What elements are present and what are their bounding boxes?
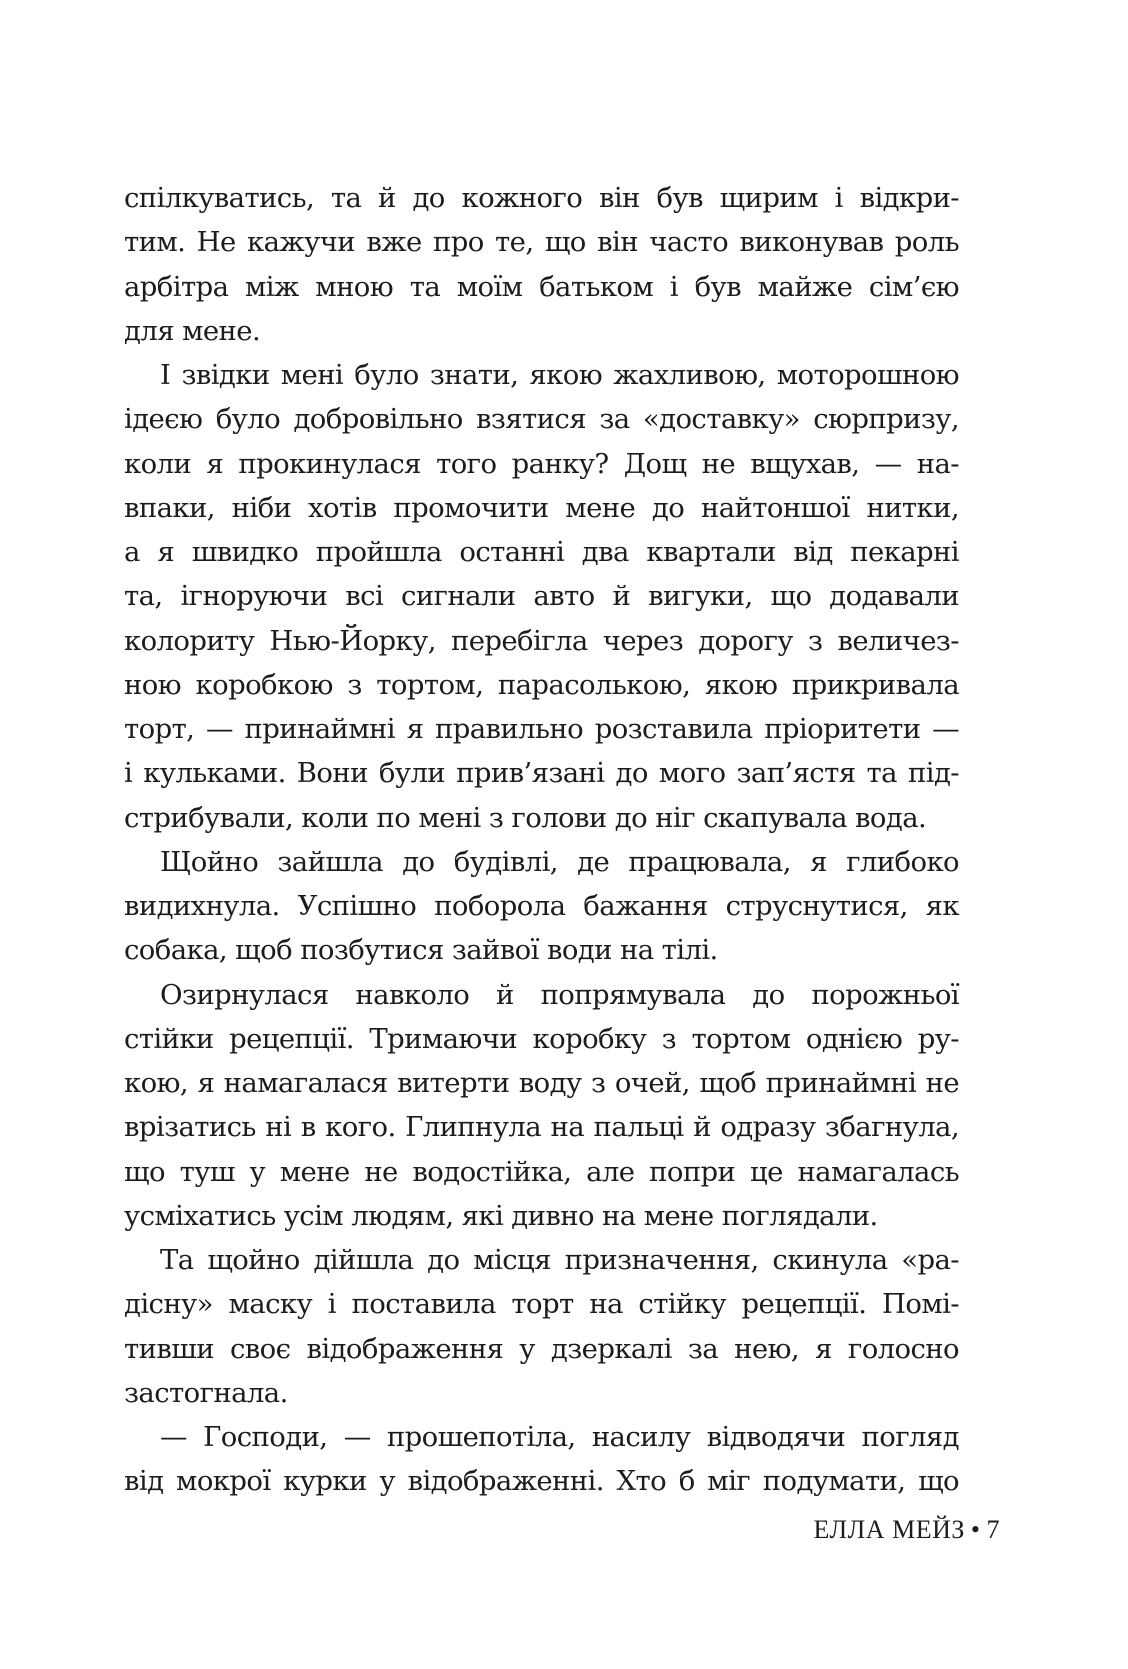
- text-line: застогнала.: [124, 1376, 288, 1409]
- text-line: видихнула. Успішно поборола бажання струснутися, як: [124, 890, 959, 922]
- text-line: для мене.: [124, 314, 261, 347]
- text-line: колориту Нью-Йорку, перебігла через дорогу з величез-: [124, 624, 959, 657]
- text-line: тивши своє відображення у дзеркалі за нею, я голосно: [124, 1332, 959, 1365]
- text-line: і кульками. Вони були прив’язані до мого зап’ястя та під-: [124, 757, 959, 790]
- text-line: усміхатись усім людям, які дивно на мене поглядали.: [124, 1199, 878, 1232]
- text-line: спілкуватись, та й до кожного він був щирим і відкри-: [124, 182, 959, 214]
- text-line: Щойно зайшла до будівлі, де працювала, я глибоко: [160, 845, 959, 878]
- text-line: дісну» маску і поставила торт на стійку рецепції. Помі-: [124, 1288, 959, 1321]
- footer-separator: •: [970, 1515, 981, 1544]
- text-line: І звідки мені було знати, якою жахливою, моторошною: [160, 359, 959, 391]
- text-line: кою, я намагалася витерти воду з очей, щоб принаймні не: [124, 1067, 959, 1099]
- text-line: Та щойно дійшла до місця призначення, скинула «ра-: [160, 1244, 959, 1276]
- text-line: ною коробкою з тортом, парасолькою, якою прикривала: [124, 668, 959, 701]
- text-line: тим. Не кажучи вже про те, що він часто виконував роль: [124, 226, 959, 259]
- text-line: від мокрої курки у відображенні. Хто б міг подумати, що: [124, 1465, 959, 1498]
- text-line: а я швидко пройшла останні два квартали від пекарні: [124, 536, 959, 568]
- text-line: ідеєю було добровільно взятися за «доставку» сюрпризу,: [124, 403, 959, 436]
- body-text: [124, 176, 959, 1504]
- text-line: торт, — принаймні я правильно розставила пріоритети —: [124, 713, 959, 745]
- page-number: 7: [986, 1515, 1000, 1544]
- text-line: стрибували, коли по мені з голови до ніг скапувала вода.: [124, 801, 927, 834]
- text-line: врізатись ні в кого. Глипнула на пальці й одразу збагнула,: [124, 1111, 959, 1144]
- text-line: собака, щоб позбутися зайвої води на тілі.: [124, 934, 718, 967]
- footer-author: ЕЛЛА МЕЙЗ: [813, 1515, 965, 1544]
- text-line: стійки рецепції. Тримаючи коробку з тортом однією ру-: [124, 1022, 959, 1055]
- text-line: та, ігноруючи всі сигнали авто й вигуки, що додавали: [124, 580, 959, 613]
- text-line: що туш у мене не водостійка, але попри це намагалась: [124, 1155, 959, 1188]
- text-line: — Господи, — прошепотіла, насилу відводячи погляд: [160, 1421, 959, 1453]
- text-line: впаки, ніби хотів промочити мене до найтоншої нитки,: [124, 491, 959, 524]
- text-line: коли я прокинулася того ранку? Дощ не вщухав, — на-: [124, 447, 959, 480]
- text-line: Озирнулася навколо й попрямувала до порожньої: [160, 978, 959, 1011]
- running-footer: [814, 1515, 1001, 1545]
- text-line: арбітра між мною та моїм батьком і був майже сім’єю: [124, 270, 959, 303]
